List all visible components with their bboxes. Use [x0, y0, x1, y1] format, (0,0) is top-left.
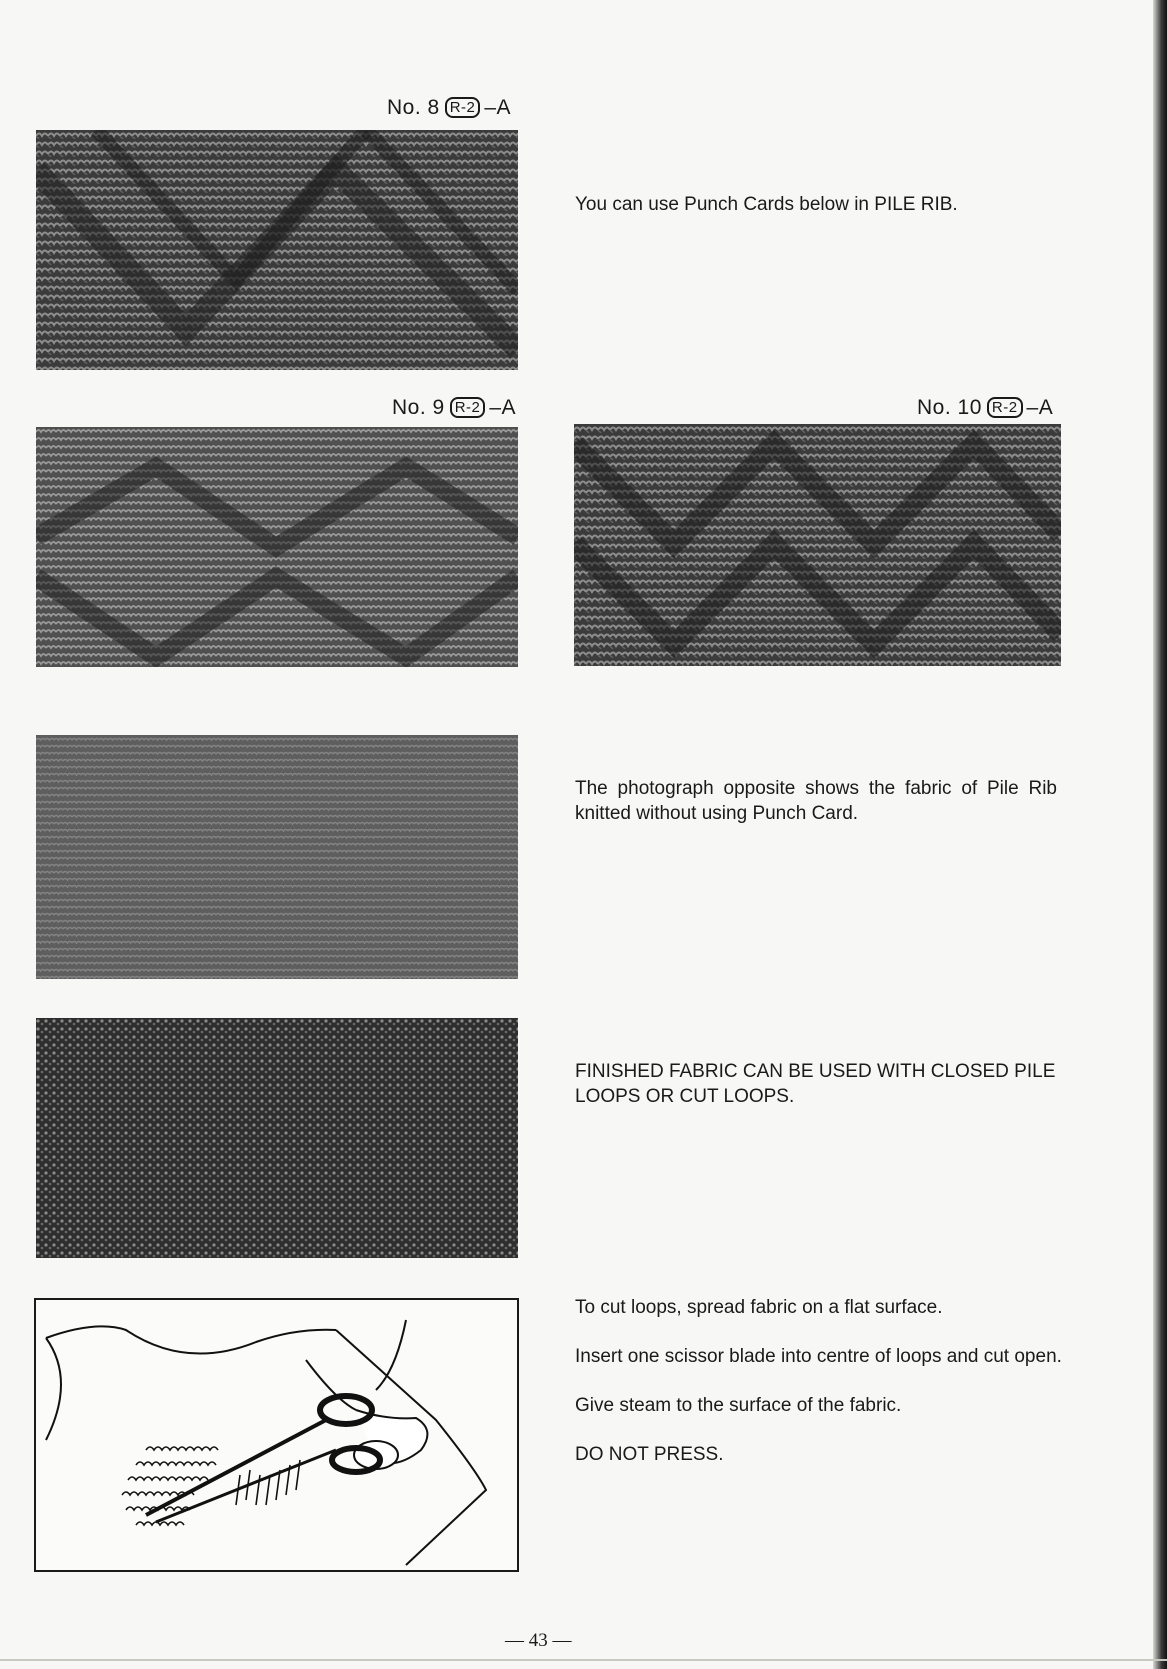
scan-edge-shadow	[1153, 0, 1167, 1669]
intro-text: You can use Punch Cards below in PILE RIB.	[575, 194, 958, 215]
r2-badge: R-2	[450, 397, 486, 418]
page-number: — 43 —	[505, 1630, 572, 1651]
fabric-photo-no10	[574, 424, 1061, 666]
instruction-step-1: To cut loops, spread fabric on a flat surface.	[575, 1297, 943, 1318]
label-suffix: –A	[484, 96, 512, 119]
label-number: No. 10	[917, 396, 982, 419]
label-number: No. 8	[387, 96, 440, 119]
sample-label-no9	[392, 396, 516, 420]
label-suffix: –A	[1026, 396, 1054, 419]
instruction-step-3: Give steam to the surface of the fabric.	[575, 1395, 902, 1416]
instruction-step-2: Insert one scissor blade into centre of loops and cut open.	[575, 1346, 1062, 1367]
finished-fabric-note: FINISHED FABRIC CAN BE USED WITH CLOSED PILE LOOPS OR CUT LOOPS.	[575, 1061, 1056, 1107]
fabric-photo-no8	[36, 130, 518, 370]
r2-badge: R-2	[987, 397, 1023, 418]
r2-badge: R-2	[445, 97, 481, 118]
fabric-photo-plain-pile-rib	[36, 735, 518, 979]
photo-note-text: The photograph opposite shows the fabric of Pile Rib knitted without using Punch Card.	[575, 778, 1057, 824]
label-suffix: –A	[489, 396, 517, 419]
fabric-photo-no9	[36, 427, 518, 667]
fabric-photo-cut-loops	[36, 1018, 518, 1258]
cutting-illustration	[34, 1298, 519, 1572]
sample-label-no10	[917, 396, 1053, 420]
scan-bottom-line	[0, 1659, 1167, 1661]
scissors-icon	[36, 1300, 517, 1570]
label-number: No. 9	[392, 396, 445, 419]
sample-label-no8	[387, 96, 511, 120]
instruction-step-4: DO NOT PRESS.	[575, 1444, 724, 1465]
cut-instructions	[575, 1295, 1075, 1467]
